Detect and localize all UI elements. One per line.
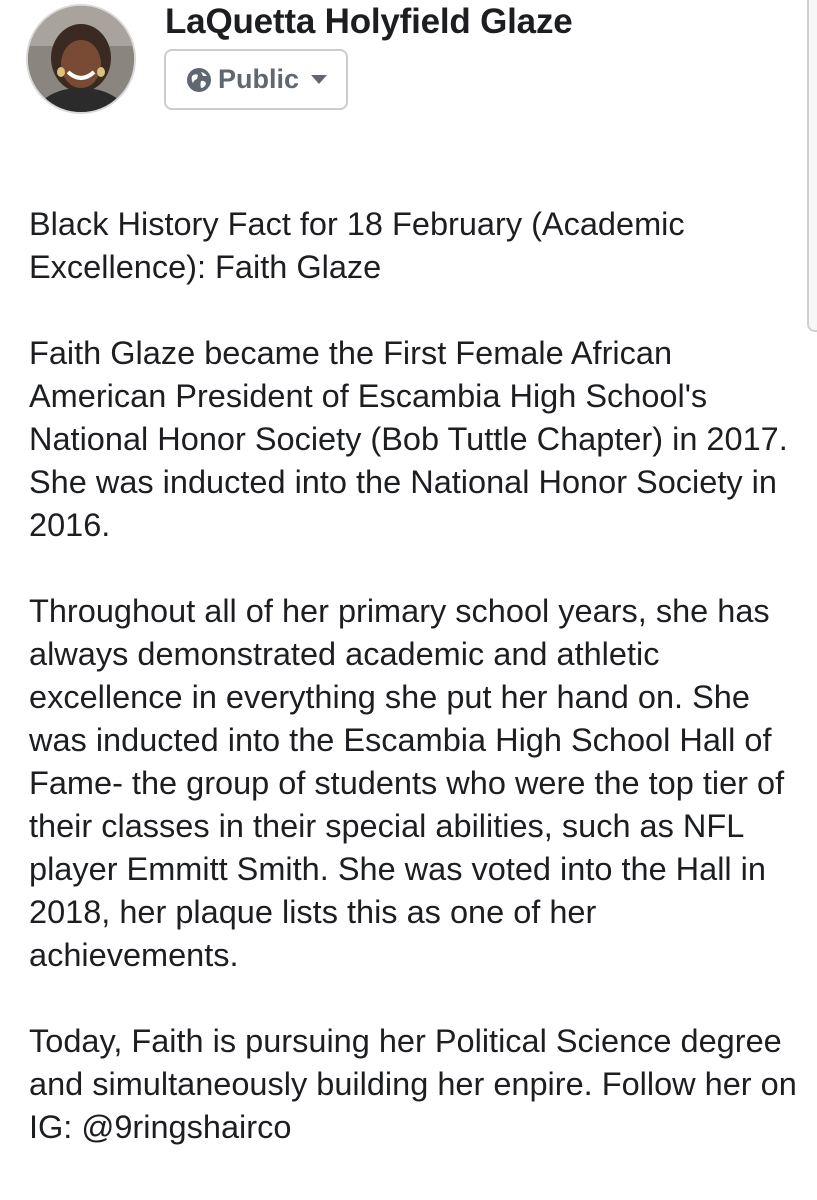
audience-selector-button[interactable]	[164, 49, 348, 110]
post-paragraph: Throughout all of her primary school years, she has always demonstrated academic and athletic excellence in everything she put her hand on. She was inducted into the Escambia High School Hall of Fame- the group of students who were the top tier of their classes in their special abilities, such as NFL player Emmitt Smith. She was voted into the Hall in 2018, her plaque lists this as one of her achievements.	[29, 593, 785, 973]
post-paragraph: Faith Glaze became the First Female African American President of Escambia High School's National Honor Society (Bob Tuttle Chapter) in 2017. She was inducted into the National Honor Society in 2016.	[29, 335, 788, 543]
audience-label: Public	[218, 64, 300, 94]
post-body	[29, 203, 799, 1192]
author-name[interactable]: LaQuetta Holyfield Glaze	[165, 2, 573, 41]
globe-icon	[186, 67, 212, 93]
post-header	[0, 0, 817, 120]
post-paragraph-title: Black History Fact for 18 February (Academic Excellence): Faith Glaze	[29, 206, 685, 285]
caret-down-icon	[311, 75, 327, 84]
avatar-photo-icon	[28, 6, 134, 112]
scrollbar[interactable]	[807, 0, 817, 332]
post-paragraph: Today, Faith is pursuing her Political Science degree and simultaneously building her enpire. Follow her on IG: @9ringshairco	[29, 1023, 797, 1145]
profile-avatar[interactable]	[26, 4, 136, 114]
